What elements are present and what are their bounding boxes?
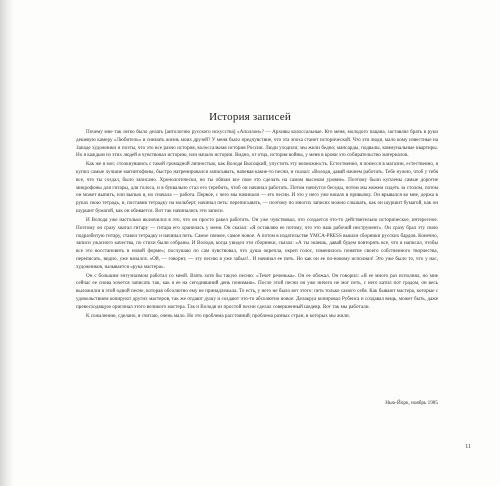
paragraph: Как же я мог, столкнувшись с такой громадной личностью, как Володя Высоцкий, упустить эту возможность. Естественно, я понесся в магазин, естественно, я купил самые лучшие магнитофоны, быстро натренировался записывать, напевая какие-то песни, и сказал: «Володя, давай начнем работать. Тебе нужно, чтоб у тебя все, что ты создал, было записано. Хронологически, но ты обязан все свое это сделать на самом высоком уровне». Поэтому были куплены самые дорогие микрофоны для гитары, для голоса, и я буквально стал его теребить, чтоб он начинал работать. Потом начнутся беседы, потом мы можем сидеть за столом, потом он может выпить, или выпью я, но сначала — работа. Первое, с чего мы начинали — его песни. И это у него уже вошло в привычку. Он врывался ко мне, держа в руках свою тетрадь, и, поставив тетрадку на мольберт, начинал петь: переписывать, — поэтому по многих записях можно слышать, как он шуршит бумагой, как он шуршит бумагой, как он обивается. Вот так начинались эти записи. xyxy=(76,161,438,214)
page-title: История записей xyxy=(209,111,291,123)
paragraph: Он с большим энтузиазмом работал со мной. Взять хотя бы такую песню: «Течет реченька». Он ее обожал. Он говорил: «Я ее много раз исполнял, но мне сейчас ее снова хочется записать так, как я ее на сегодняшний день понимаю». После этой песни он уже ничего не мог петь, с него катил пот градом, он весь выложился в этой одной песне, которая обсолютно ему не принадлежала. То есть, у него не было вот этого: петь только самого себя. Как бывают мастера, которые с удовольствием копируют других мастеров, так же отдают душу и создают что-то абсолютно новое. Делакруа копировал Рубенса и создавал вещь, может быть, даже превосходящую оригинал этого великого мастера. Так и Володя из простой песни сделал совершенный шедевр. Вот так мы работали. xyxy=(76,272,438,310)
binding-gutter-shadow xyxy=(0,0,14,486)
paragraph: И Володя уже настолько включился в это, что он просто ракел работать. Он уже чувствовал, что создается что-то действительно историческое, интересное. Поэтому он сразу хватал гитару — гитара его хранилась у меня. Он сказал: «Я оставляю ее потому, что это наш рабочий инструмент». Он сразу брал эту свою подразбитую гитару, ставил тетрадку и начинал петь. Самое свежее, самое новое. А потом в издательстве YMCA-PRESS вышли сборники русских бардов. Конечно, записи ужасного качества, по стихи были собраны. И Володя, когда увидел эти сборники, сказал: «А ты знаешь, давай будем повторять все, что я написал, чтобы все это восстановить в новой форме»; послушаю по сам чувствовал, что душа окрепла, окреп голос, изменилось понятие своего собственного творчества, переписать, видно, уже начался. «Ой, — говорит, — эту песню я уже забыл!.. И начинал ее петь. Но как он ее по-новому исполнял! Это уже было то, что у нас, художников, называется «рука мастера». xyxy=(76,217,438,270)
page-number: 11 xyxy=(465,444,471,450)
place-date-signature: Нью-Йорк, ноябрь 1985 xyxy=(385,400,438,406)
article-body xyxy=(76,129,438,322)
paragraph: К сожалению, сделано, я считаю, очень мало. Но это проблема расстояний, проблема разных стран, в которых мы жили. xyxy=(86,312,350,319)
paragraph: Почему мне так легко было делать [антологию русского искусства] «Аполлон»? — Архивы колоссальные. Кто меня, молодого пацана, заставлял брать в руки дешевую камеру «Любитель» и снимать жизнь моих друзей? У меня было предчувствие, что эта эпоха станет исторической. Что эти люди, мало кому известные на Западе художники и поэты, что это все разно история, колоссальная история России. Люди уходили; мы жили бедно; мансарды, подвалы, коммунальные квартиры. Но я каждым из этих людей я чувствовал историю, или начало истории. Видно, от отца, история войны, у меня в крови это собирательство материалов. xyxy=(76,129,438,159)
